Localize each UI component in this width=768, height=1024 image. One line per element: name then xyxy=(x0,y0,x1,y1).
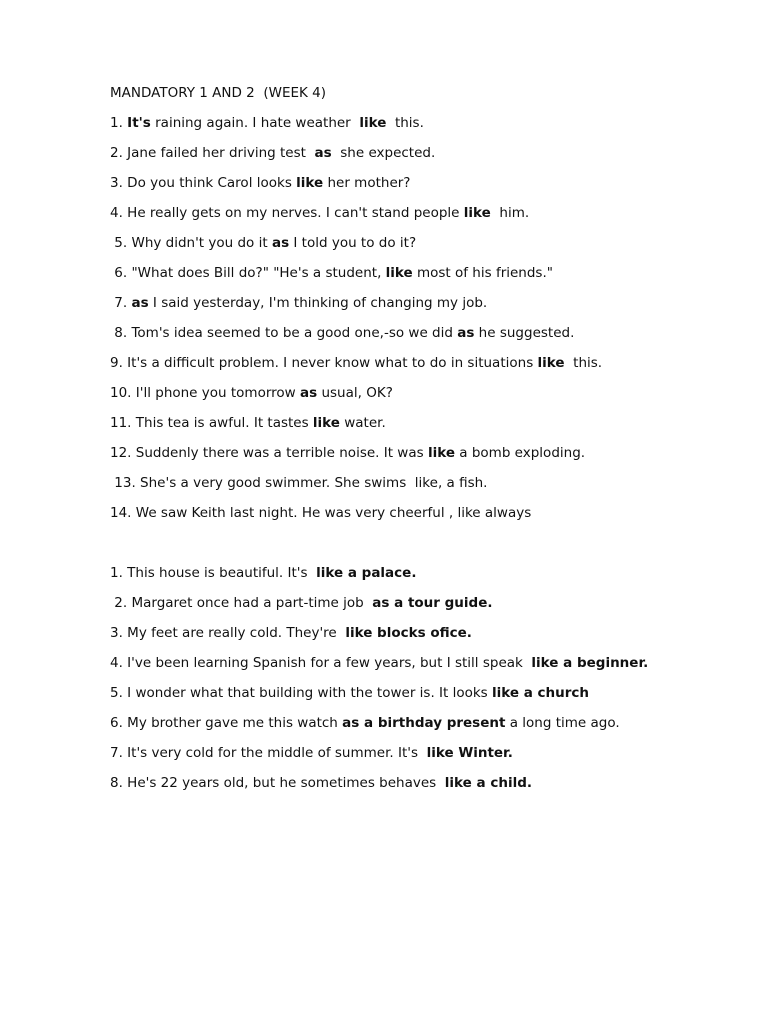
sentence-text: her mother? xyxy=(323,175,411,191)
exercise-item xyxy=(110,264,670,282)
sentence-text: 14. We saw Keith last night. He was very cheerful , like always xyxy=(110,505,532,521)
sentence-text: she expected. xyxy=(331,145,436,161)
sentence-text: this. xyxy=(564,355,603,371)
exercise-section-2 xyxy=(110,564,670,792)
exercise-item xyxy=(110,144,670,162)
exercise-item xyxy=(110,114,670,132)
answer-text: like Winter. xyxy=(426,745,513,761)
sentence-text: usual, OK? xyxy=(317,385,393,401)
answer-text: as xyxy=(131,295,149,311)
exercise-item xyxy=(110,684,670,702)
exercise-item xyxy=(110,744,670,762)
sentence-text: raining again. I hate weather xyxy=(150,115,360,131)
exercise-item xyxy=(110,354,670,372)
sentence-text: 7. xyxy=(110,295,132,311)
sentence-text: 5. I wonder what that building with the tower is. It looks xyxy=(110,685,493,701)
answer-text: as xyxy=(314,145,332,161)
sentence-text: most of his friends." xyxy=(412,265,553,281)
sentence-text: 13. She's a very good swimmer. She swims like, a fish. xyxy=(110,475,488,491)
answer-text: like a palace. xyxy=(316,565,417,581)
answer-text: like a church xyxy=(492,685,590,701)
exercise-item xyxy=(110,174,670,192)
exercise-item xyxy=(110,294,670,312)
sentence-text: a bomb exploding. xyxy=(454,445,586,461)
sentence-text: 3. Do you think Carol looks xyxy=(110,175,297,191)
exercise-item xyxy=(110,564,670,582)
sentence-text: 12. Suddenly there was a terrible noise. It was xyxy=(110,445,428,461)
exercise-item xyxy=(110,444,670,462)
answer-text: like a beginner. xyxy=(531,655,649,671)
answer-text: like a child. xyxy=(444,775,532,791)
answer-text: like blocks ofice. xyxy=(345,625,472,641)
answer-text: as xyxy=(271,235,290,251)
sentence-text: water. xyxy=(339,415,386,431)
sentence-text: 9. It's a difficult problem. I never know what to do in situations xyxy=(110,355,538,371)
exercise-item xyxy=(110,504,670,522)
section-gap xyxy=(110,534,670,564)
answer-text: like xyxy=(537,355,565,371)
exercise-item xyxy=(110,654,670,672)
exercise-item xyxy=(110,324,670,342)
exercise-item xyxy=(110,204,670,222)
sentence-text: 4. I've been learning Spanish for a few years, but I still speak xyxy=(110,655,532,671)
exercise-item xyxy=(110,234,670,252)
exercise-item xyxy=(110,624,670,642)
sentence-text: 6. My brother gave me this watch xyxy=(110,715,343,731)
sentence-text: him. xyxy=(490,205,530,221)
sentence-text: I said yesterday, I'm thinking of changing my job. xyxy=(148,295,488,311)
exercise-item xyxy=(110,474,670,492)
sentence-text: 2. Jane failed her driving test xyxy=(110,145,315,161)
answer-text: like xyxy=(359,115,387,131)
answer-text: as xyxy=(457,325,475,341)
sentence-text: 1. xyxy=(110,115,128,131)
sentence-text: 3. My feet are really cold. They're xyxy=(110,625,346,641)
sentence-text: he suggested. xyxy=(474,325,575,341)
exercise-item xyxy=(110,414,670,432)
exercise-section-1 xyxy=(110,114,670,522)
answer-text: like xyxy=(296,175,324,191)
exercise-item xyxy=(110,714,670,732)
exercise-item xyxy=(110,774,670,792)
answer-text: as a tour guide. xyxy=(372,595,493,611)
sentence-text: I told you to do it? xyxy=(289,235,417,251)
document-title: MANDATORY 1 AND 2 (WEEK 4) xyxy=(110,85,326,101)
sentence-text: 6. "What does Bill do?" "He's a student, xyxy=(110,265,386,281)
sentence-text: 8. He's 22 years old, but he sometimes behaves xyxy=(110,775,445,791)
sentence-text: 2. Margaret once had a part-time job xyxy=(110,595,373,611)
sentence-text: 11. This tea is awful. It tastes xyxy=(110,415,313,431)
sentence-text: 1. This house is beautiful. It's xyxy=(110,565,317,581)
answer-text: like xyxy=(312,415,340,431)
answer-text: as xyxy=(300,385,318,401)
sentence-text: 8. Tom's idea seemed to be a good one,-so we did xyxy=(110,325,458,341)
exercise-item xyxy=(110,384,670,402)
exercise-item xyxy=(110,594,670,612)
sentence-text: a long time ago. xyxy=(505,715,620,731)
sentence-text: 5. Why didn't you do it xyxy=(110,235,272,251)
sentence-text: 4. He really gets on my nerves. I can't stand people xyxy=(110,205,464,221)
answer-text: It's xyxy=(127,115,151,131)
sentence-text: this. xyxy=(386,115,424,131)
answer-text: like xyxy=(427,445,455,461)
sentence-text: 7. It's very cold for the middle of summer. It's xyxy=(110,745,427,761)
answer-text: like xyxy=(385,265,413,281)
sentence-text: 10. I'll phone you tomorrow xyxy=(110,385,301,401)
document-content xyxy=(110,84,670,804)
answer-text: as a birthday present xyxy=(342,715,506,731)
answer-text: like xyxy=(463,205,491,221)
